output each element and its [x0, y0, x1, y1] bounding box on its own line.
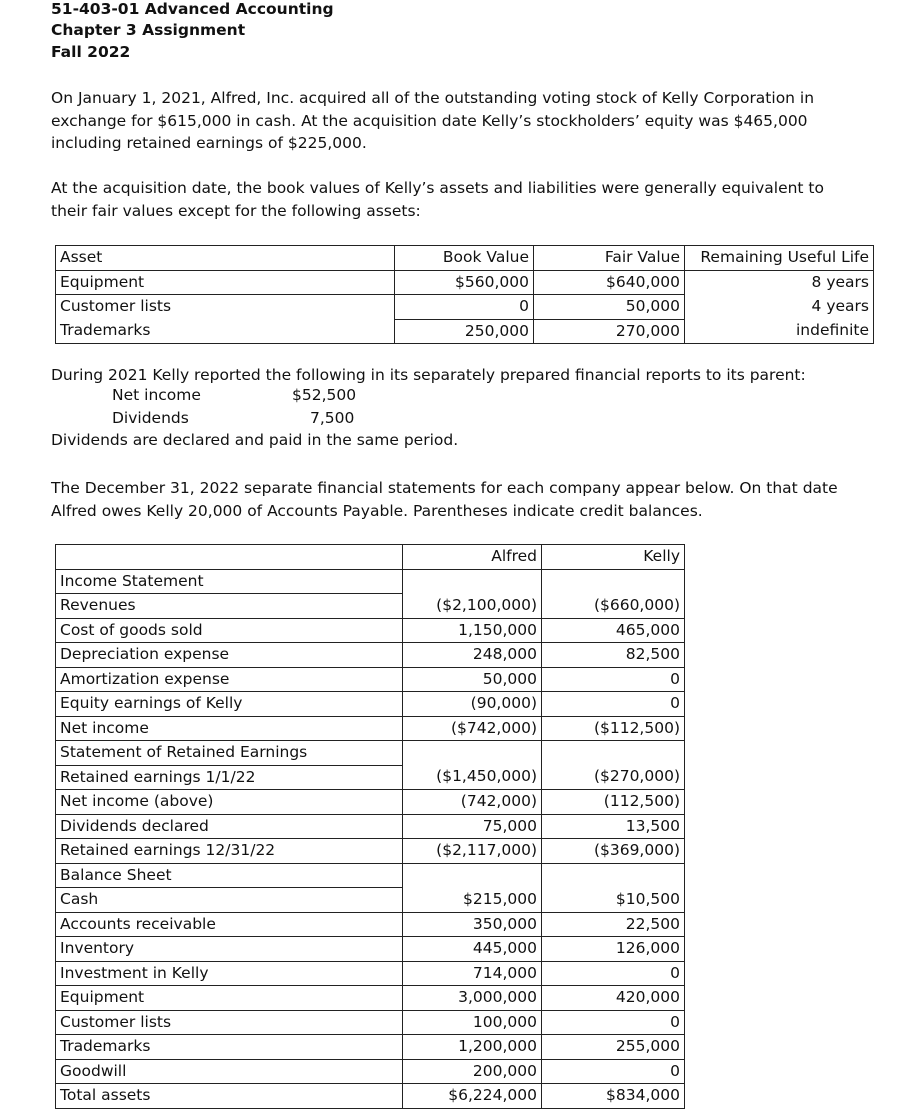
table-row	[56, 888, 685, 913]
asset-name: Equipment	[56, 270, 395, 295]
table-row	[56, 692, 685, 717]
alfred-value: ($2,100,000)	[403, 594, 542, 619]
book-value: 250,000	[395, 319, 534, 344]
term-label: Fall 2022	[51, 43, 131, 61]
asset-row	[56, 295, 874, 320]
kelly-value: ($660,000)	[542, 594, 685, 619]
fair-value: 50,000	[534, 295, 685, 320]
kelly-value: 126,000	[542, 937, 685, 962]
alfred-value: (742,000)	[403, 790, 542, 815]
table-row	[56, 1084, 685, 1109]
assignment-title: Chapter 3 Assignment	[51, 21, 246, 39]
asset-name: Trademarks	[56, 319, 395, 344]
fair-value-header: Fair Value	[534, 246, 685, 271]
alfred-value: 1,200,000	[403, 1035, 542, 1060]
row-label: Goodwill	[56, 1059, 403, 1084]
kelly-value: $10,500	[542, 888, 685, 913]
book-value: 0	[395, 295, 534, 320]
kelly-value: 82,500	[542, 643, 685, 668]
kelly-value	[542, 863, 685, 888]
alfred-value	[403, 569, 542, 594]
table-row	[56, 643, 685, 668]
table-row	[56, 667, 685, 692]
table-row	[56, 937, 685, 962]
asset-row	[56, 270, 874, 295]
table-header-row	[56, 545, 685, 570]
alfred-value: 50,000	[403, 667, 542, 692]
alfred-value: ($742,000)	[403, 716, 542, 741]
section-heading: Statement of Retained Earnings	[56, 741, 403, 766]
kelly-value: 22,500	[542, 912, 685, 937]
alfred-value: 3,000,000	[403, 986, 542, 1011]
alfred-value: 100,000	[403, 1010, 542, 1035]
statements-intro: The December 31, 2022 separate financial statements for each company appear below. On that date Alfred owes Kelly 20,000 of Accounts Payable. Parentheses indicate credit balances.	[51, 479, 838, 520]
kelly-value	[542, 741, 685, 766]
alfred-value	[403, 741, 542, 766]
kelly-value: 465,000	[542, 618, 685, 643]
table-row	[56, 741, 685, 766]
kelly-value: 0	[542, 1059, 685, 1084]
kelly-value	[542, 569, 685, 594]
row-label: Trademarks	[56, 1035, 403, 1060]
row-label: Amortization expense	[56, 667, 403, 692]
table-row	[56, 1035, 685, 1060]
reports-2021-intro: During 2021 Kelly reported the following in its separately prepared financial reports to its parent:	[51, 366, 806, 384]
row-label: Equipment	[56, 986, 403, 1011]
table-row	[56, 1059, 685, 1084]
net-income-value: $52,500	[292, 386, 357, 404]
kelly-value: 13,500	[542, 814, 685, 839]
row-label: Investment in Kelly	[56, 961, 403, 986]
section-heading: Balance Sheet	[56, 863, 403, 888]
alfred-value: ($1,450,000)	[403, 765, 542, 790]
kelly-value: ($270,000)	[542, 765, 685, 790]
dividends-value: 7,500	[310, 409, 355, 427]
alfred-value: 200,000	[403, 1059, 542, 1084]
asset-table-header	[56, 246, 874, 271]
row-label: Retained earnings 12/31/22	[56, 839, 403, 864]
kelly-header: Kelly	[542, 545, 685, 570]
kelly-value: 420,000	[542, 986, 685, 1011]
row-label: Cost of goods sold	[56, 618, 403, 643]
asset-row	[56, 319, 874, 344]
course-title: 51-403-01 Advanced Accounting	[51, 0, 334, 18]
row-label: Accounts receivable	[56, 912, 403, 937]
row-label: Total assets	[56, 1084, 403, 1109]
asset-header: Asset	[56, 246, 395, 271]
row-label: Revenues	[56, 594, 403, 619]
kelly-value: 0	[542, 1010, 685, 1035]
table-row	[56, 618, 685, 643]
asset-table	[55, 245, 874, 344]
table-row	[56, 569, 685, 594]
row-label: Customer lists	[56, 1010, 403, 1035]
alfred-value: ($2,117,000)	[403, 839, 542, 864]
alfred-value: 248,000	[403, 643, 542, 668]
kelly-value: 255,000	[542, 1035, 685, 1060]
net-income-label: Net income	[112, 386, 201, 404]
kelly-value: $834,000	[542, 1084, 685, 1109]
table-row	[56, 790, 685, 815]
row-label: Inventory	[56, 937, 403, 962]
row-label: Equity earnings of Kelly	[56, 692, 403, 717]
book-value: $560,000	[395, 270, 534, 295]
alfred-value: 350,000	[403, 912, 542, 937]
label-header	[56, 545, 403, 570]
table-row	[56, 986, 685, 1011]
alfred-value: 445,000	[403, 937, 542, 962]
kelly-value: 0	[542, 692, 685, 717]
table-row	[56, 765, 685, 790]
kelly-value: ($112,500)	[542, 716, 685, 741]
table-row	[56, 839, 685, 864]
table-row	[56, 594, 685, 619]
fair-value: 270,000	[534, 319, 685, 344]
alfred-value	[403, 863, 542, 888]
kelly-value: ($369,000)	[542, 839, 685, 864]
fair-value-paragraph: At the acquisition date, the book values of Kelly’s assets and liabilities were generally equivalent to their fair values except for the following assets:	[51, 179, 824, 220]
table-row	[56, 1010, 685, 1035]
alfred-value: $6,224,000	[403, 1084, 542, 1109]
kelly-value: 0	[542, 961, 685, 986]
row-label: Net income (above)	[56, 790, 403, 815]
alfred-value: 714,000	[403, 961, 542, 986]
asset-name: Customer lists	[56, 295, 395, 320]
row-label: Cash	[56, 888, 403, 913]
table-row	[56, 814, 685, 839]
table-row	[56, 716, 685, 741]
fair-value: $640,000	[534, 270, 685, 295]
useful-life: 8 years	[685, 270, 874, 295]
useful-life: indefinite	[685, 319, 874, 344]
book-value-header: Book Value	[395, 246, 534, 271]
useful-life: 4 years	[685, 295, 874, 320]
alfred-value: 75,000	[403, 814, 542, 839]
row-label: Retained earnings 1/1/22	[56, 765, 403, 790]
row-label: Net income	[56, 716, 403, 741]
row-label: Dividends declared	[56, 814, 403, 839]
table-row	[56, 863, 685, 888]
kelly-value: (112,500)	[542, 790, 685, 815]
dividends-label: Dividends	[112, 409, 189, 427]
kelly-value: 0	[542, 667, 685, 692]
alfred-value: (90,000)	[403, 692, 542, 717]
alfred-value: 1,150,000	[403, 618, 542, 643]
intro-paragraph: On January 1, 2021, Alfred, Inc. acquired all of the outstanding voting stock of Kelly Corporation in exchange for $615,000 in cash. At the acquisition date Kelly’s stockholders’ equity was $465,000 including retained earnings of $225,000.	[51, 89, 815, 152]
section-heading: Income Statement	[56, 569, 403, 594]
alfred-header: Alfred	[403, 545, 542, 570]
alfred-value: $215,000	[403, 888, 542, 913]
table-row	[56, 912, 685, 937]
dividends-note: Dividends are declared and paid in the same period.	[51, 431, 459, 449]
row-label: Depreciation expense	[56, 643, 403, 668]
financial-statements-table	[55, 544, 685, 1109]
useful-life-header: Remaining Useful Life	[685, 246, 874, 271]
table-row	[56, 961, 685, 986]
